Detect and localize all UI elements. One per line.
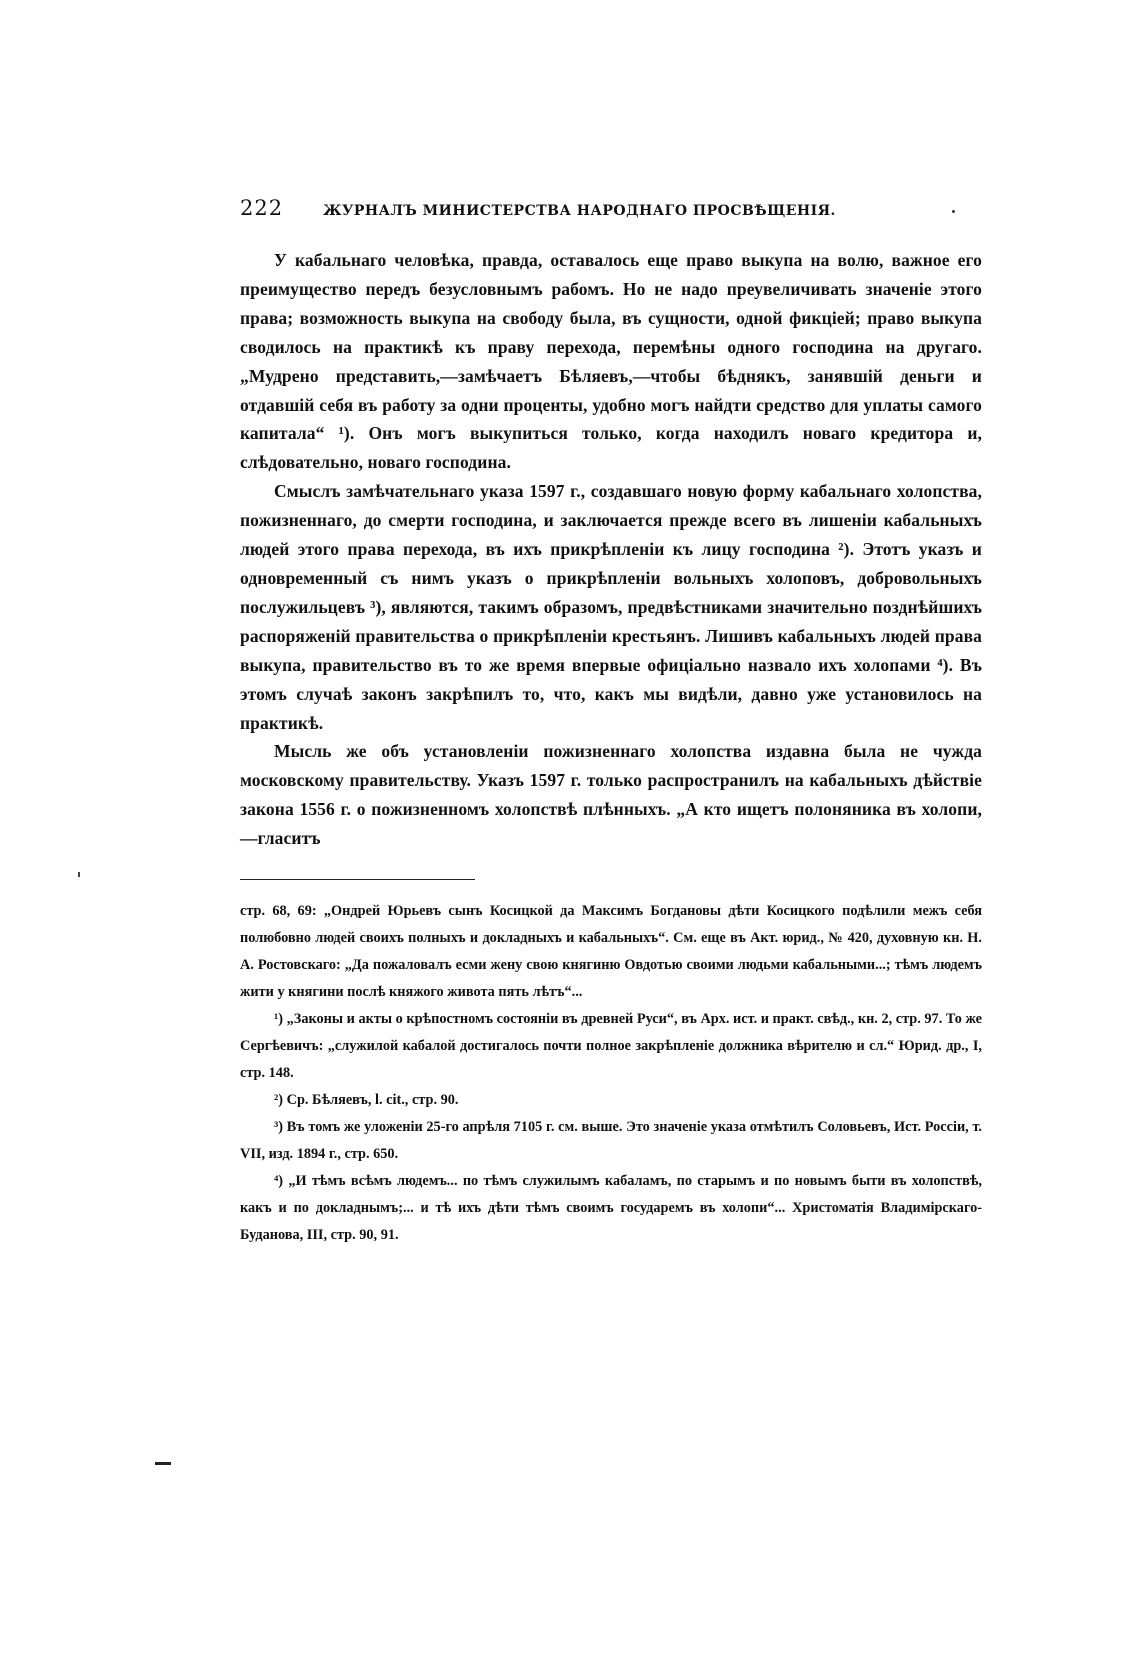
body-text <box>240 246 982 853</box>
footnote-2: ²) Ср. Бѣляевъ, l. cit., стр. 90. <box>274 1092 459 1109</box>
journal-page <box>240 196 982 1249</box>
paragraph-2: Смыслъ замѣчательнаго указа 1597 г., создавшаго новую форму кабальнаго холопства, пожизненнаго, до смерти господина, и заключается прежде всего въ лишеніи кабальныхъ людей этого права перехода, въ ихъ прикрѣпленіи къ лицу господина ²). Этотъ указъ и одновременный съ нимъ указъ о прикрѣпленіи вольныхъ холоповъ, добровольныхъ послужильцевъ ³), являются, такимъ образомъ, предвѣстниками значительно позднѣйшихъ распоряженій правительства о прикрѣпленіи крестьянъ. Лишивъ кабальныхъ людей права выкупа, правительство въ то же время впервые офиціально назвало ихъ холопами ⁴). Въ этомъ случаѣ законъ закрѣпилъ то, что, какъ мы видѣли, давно уже установилось на практикѣ. <box>240 481 982 733</box>
paragraph-1: У кабальнаго человѣка, правда, оставалось еще право выкупа на волю, важное его преимущество передъ безусловнымъ рабомъ. Но не надо преувеличивать значеніе этого права; возможность выкупа на свободу была, въ сущности, одной фикціей; право выкупа сводилось на практикѣ къ праву перехода, перемѣны одного господина на другаго. „Мудрено представить,—замѣчаетъ Бѣляевъ,—чтобы бѣднякъ, занявшій деньги и отдавшій себя въ работу за одни проценты, удобно могъ найдти средство для уплаты самого капитала“ ¹). Онъ могъ выкупиться только, когда находилъ новаго кредитора и, слѣдовательно, новаго господина. <box>240 250 982 473</box>
footnote-separator <box>240 879 475 880</box>
margin-tick-mark <box>78 872 80 877</box>
footnote-continuation: стр. 68, 69: „Ондрей Юрьевъ сынъ Косицкой да Максимъ Богдановы дѣти Косицкого подѣлили межъ себя полюбовно людей своихъ полныхъ и докладныхъ и кабальныхъ“. См. еще въ Акт. юрид., № 420, духовную кн. Н. А. Ростовскаго: „Да пожаловалъ есми жену свою княгиню Овдотью своими людьми кабальными...; тѣмъ людемъ жити у княгини послѣ княжого живота пять лѣтъ“... <box>240 903 982 1001</box>
footnote-1: ¹) „Законы и акты о крѣпостномъ состояніи въ древней Руси“, въ Арх. ист. и практ. свѣд., кн. 2, стр. 97. То же Сергѣевичъ: „служилой кабалой достигалось почти полное закрѣпленіе должника вѣрителю и сл.“ Юрид. др., I, стр. 148. <box>240 1011 982 1082</box>
paragraph-3: Мысль же объ установленіи пожизненнаго холопства издавна была не чужда московскому правительству. Указъ 1597 г. только распространилъ на кабальныхъ дѣйствіе закона 1556 г. о пожизненномъ холопствѣ плѣнныхъ. „А кто ищетъ полоняника въ холопи,—гласитъ <box>240 741 982 849</box>
page-number: 222 <box>240 196 284 220</box>
running-head: ЖУРНАЛЪ МИНИСТЕРСТВА НАРОДНАГО ПРОСВѢЩЕНІЯ. <box>323 203 836 219</box>
margin-dash-mark <box>155 1462 171 1465</box>
footnote-4: ⁴) „И тѣмъ всѣмъ людемъ... по тѣмъ служилымъ кабаламъ, по старымъ и по новымъ быти въ холопствѣ, какъ и по докладнымъ;... и тѣ ихъ дѣти тѣмъ своимъ государемъ въ холопи“... Христоматія Владимірскаго-Буданова, III, стр. 90, 91. <box>240 1173 982 1244</box>
footnotes <box>240 898 982 1249</box>
footnote-3: ³) Въ томъ же уложеніи 25-го апрѣля 7105 г. см. выше. Это значеніе указа отмѣтилъ Соловьевъ, Ист. Россіи, т. VII, изд. 1894 г., стр. 650. <box>240 1119 982 1163</box>
page-header <box>240 196 982 228</box>
